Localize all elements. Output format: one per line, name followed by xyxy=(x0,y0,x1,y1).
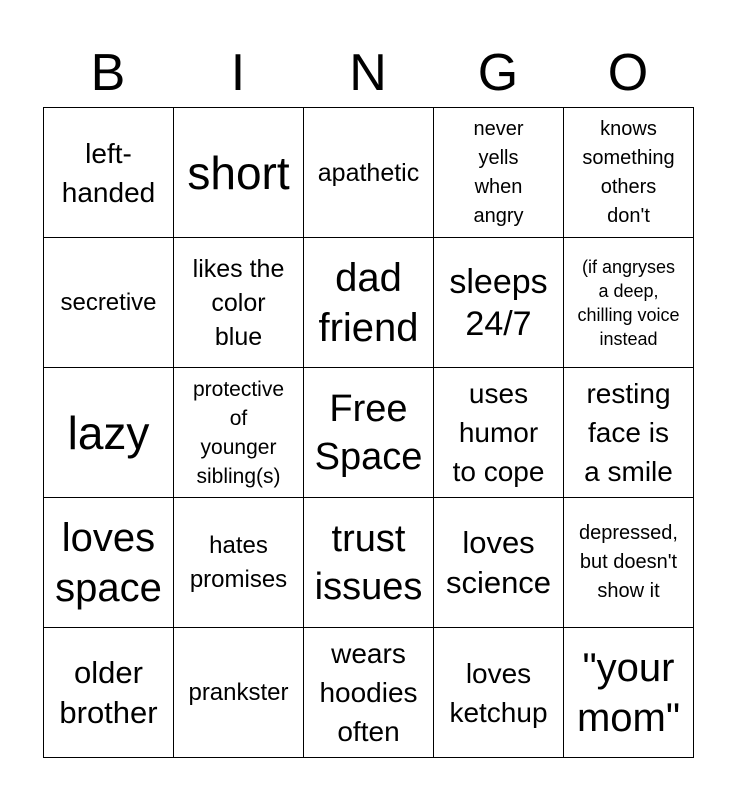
cell-text: never yells when angry xyxy=(473,117,524,227)
bingo-cell[interactable] xyxy=(564,628,694,758)
bingo-cell[interactable] xyxy=(434,498,564,628)
grid-row xyxy=(44,628,694,758)
bingo-cell[interactable] xyxy=(44,628,174,758)
bingo-cell[interactable] xyxy=(304,238,434,368)
cell-text: (if angryses a deep, chilling voice instead xyxy=(577,256,680,349)
cell-text: knows something others don't xyxy=(582,117,675,227)
cell-text: older brother xyxy=(59,654,158,730)
grid-row xyxy=(44,368,694,498)
cell-text: loves space xyxy=(55,515,162,610)
cell-text: left- handed xyxy=(61,137,156,208)
bingo-cell[interactable] xyxy=(174,238,304,368)
bingo-cell[interactable] xyxy=(304,498,434,628)
bingo-cell[interactable] xyxy=(304,628,434,758)
bingo-cell[interactable] xyxy=(434,238,564,368)
header-letter-b: B xyxy=(90,44,126,102)
cell-text: apathetic xyxy=(317,158,420,187)
bingo-cell[interactable] xyxy=(174,108,304,238)
cell-text: lazy xyxy=(67,406,150,459)
cell-text: short xyxy=(187,146,290,199)
cell-text: uses humor to cope xyxy=(452,378,545,487)
cell-text: Free Space xyxy=(314,387,423,478)
header-letter-g: G xyxy=(477,44,519,102)
cell-text: protective of younger sibling(s) xyxy=(192,377,285,488)
bingo-cell[interactable] xyxy=(434,108,564,238)
cell-text: dad friend xyxy=(318,255,419,350)
bingo-cell[interactable] xyxy=(564,108,694,238)
grid-row xyxy=(44,498,694,628)
bingo-cell[interactable] xyxy=(174,628,304,758)
cell-text: loves ketchup xyxy=(449,657,548,728)
cell-text: wears hoodies often xyxy=(319,638,418,747)
header-letter-i: I xyxy=(230,44,246,102)
header-letter-o: O xyxy=(607,44,649,102)
bingo-cell[interactable] xyxy=(564,238,694,368)
grid-row xyxy=(44,238,694,368)
cell-text: "your mom" xyxy=(576,645,681,740)
bingo-cell[interactable] xyxy=(44,368,174,498)
bingo-cell[interactable] xyxy=(44,238,174,368)
bingo-cell[interactable] xyxy=(434,628,564,758)
bingo-cell[interactable] xyxy=(434,368,564,498)
bingo-cell[interactable] xyxy=(304,368,434,498)
bingo-header xyxy=(43,40,693,106)
cell-text: hates promises xyxy=(189,531,288,593)
bingo-cell[interactable] xyxy=(564,368,694,498)
bingo-grid xyxy=(43,107,694,758)
cell-text: sleeps 24/7 xyxy=(449,262,548,343)
cell-text: resting face is a smile xyxy=(584,378,673,487)
cell-text: loves science xyxy=(445,524,552,600)
cell-text: secretive xyxy=(60,288,157,316)
bingo-cell[interactable] xyxy=(174,368,304,498)
bingo-cell[interactable] xyxy=(44,498,174,628)
cell-text: depressed, but doesn't show it xyxy=(579,522,678,602)
header-letter-n: N xyxy=(349,44,387,102)
cell-text: likes the color blue xyxy=(192,254,285,351)
bingo-cell[interactable] xyxy=(564,498,694,628)
bingo-cell[interactable] xyxy=(304,108,434,238)
cell-text: prankster xyxy=(188,678,289,706)
cell-text: trust issues xyxy=(314,517,423,608)
bingo-cell[interactable] xyxy=(44,108,174,238)
bingo-cell[interactable] xyxy=(174,498,304,628)
grid-row xyxy=(44,108,694,238)
